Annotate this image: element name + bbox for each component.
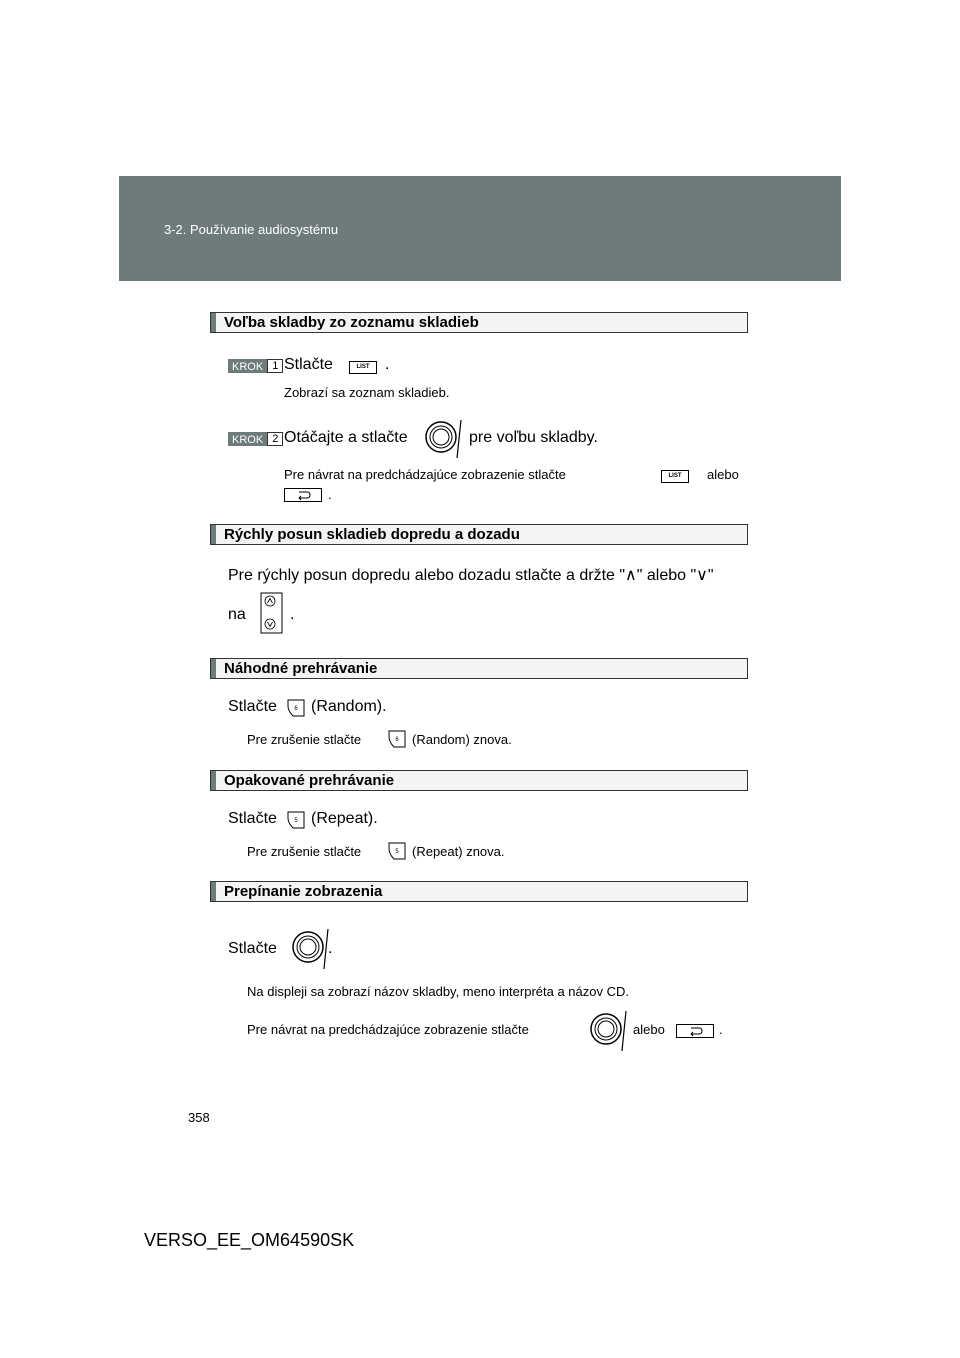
preset-6-icon <box>286 698 306 718</box>
preset-5-icon <box>387 841 407 861</box>
section-title-random: Náhodné prehrávanie <box>210 658 748 679</box>
step-1-note: Zobrazí sa zoznam skladieb. <box>284 385 450 400</box>
step-1-badge: KROK 1 <box>228 359 283 373</box>
repeat-text: Stlačte <box>228 810 277 827</box>
section-title-fast: Rýchly posun skladieb dopredu a dozadu <box>210 524 748 545</box>
svg-text:6: 6 <box>395 737 399 743</box>
random-note: Pre zrušenie stlačte <box>247 732 362 747</box>
tune-knob-icon <box>588 1010 630 1052</box>
section-title-list-select: Voľba skladby zo zoznamu skladieb <box>210 312 748 333</box>
document-code: VERSO_EE_OM64590SK <box>144 1230 355 1250</box>
tune-knob-icon <box>290 927 332 971</box>
header-band <box>119 176 841 281</box>
fast-text: Pre rýchly posun dopredu alebo dozadu stlačte a držte "∧" alebo "∨" <box>228 567 714 584</box>
svg-text:5: 5 <box>294 818 298 824</box>
preset-5-icon <box>286 810 306 830</box>
display-text: Stlačte <box>228 940 277 957</box>
breadcrumb: 3-2. Používanie audiosystému <box>164 222 339 237</box>
step-1-text: Stlačte <box>284 356 333 373</box>
random-text: Stlačte <box>228 698 277 715</box>
back-button-icon <box>284 488 322 502</box>
list-button-icon: LIST <box>661 470 689 483</box>
display-note-2: Pre návrat na predchádzajúce zobrazenie stlačte <box>247 1022 529 1037</box>
svg-text:6: 6 <box>294 706 298 712</box>
section-title-repeat: Opakované prehrávanie <box>210 770 748 791</box>
display-note-1: Na displeji sa zobrazí názov skladby, meno interpréta a názov CD. <box>247 984 630 999</box>
svg-text:5: 5 <box>395 849 399 855</box>
seek-up-down-icon <box>256 590 286 636</box>
step-2-note: Pre návrat na predchádzajúce zobrazenie stlačte <box>284 467 566 482</box>
preset-6-icon <box>387 729 407 749</box>
repeat-note: Pre zrušenie stlačte <box>247 844 362 859</box>
step-2-badge: KROK 2 <box>228 432 283 446</box>
list-button-icon: LIST <box>349 361 377 374</box>
back-button-icon <box>676 1024 714 1038</box>
page-number: 358 <box>188 1110 210 1125</box>
section-title-display: Prepínanie zobrazenia <box>210 881 748 902</box>
tune-knob-icon <box>422 418 466 460</box>
step-2-text: Otáčajte a stlačte <box>284 429 408 446</box>
